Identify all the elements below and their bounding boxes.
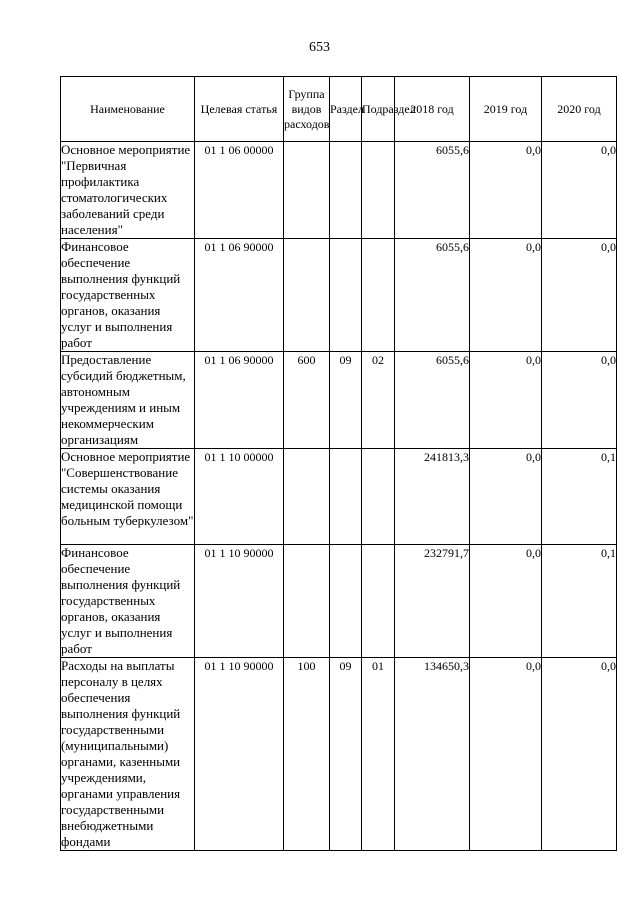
cell-2019: 0,0 <box>470 449 542 545</box>
cell-2020: 0,0 <box>542 352 617 449</box>
cell-2020: 0,1 <box>542 545 617 658</box>
cell-group <box>284 545 330 658</box>
table-row <box>61 352 617 449</box>
cell-subsection <box>362 239 395 352</box>
header-group: Группа видов расходов <box>284 77 330 142</box>
cell-2020: 0,0 <box>542 142 617 239</box>
cell-group: 600 <box>284 352 330 449</box>
cell-code: 01 1 10 00000 <box>195 449 284 545</box>
cell-subsection: 01 <box>362 658 395 851</box>
cell-name: Финансовое обеспечение выполнения функций государственных органов, оказания услуг и выполнения работ <box>61 239 195 352</box>
cell-2018: 241813,3 <box>395 449 470 545</box>
cell-2020: 0,0 <box>542 239 617 352</box>
header-subsection: Подраздел <box>362 77 395 142</box>
cell-2018: 232791,7 <box>395 545 470 658</box>
cell-section: 09 <box>330 658 362 851</box>
cell-section: 09 <box>330 352 362 449</box>
budget-table <box>60 76 617 851</box>
table-row <box>61 658 617 851</box>
cell-2019: 0,0 <box>470 142 542 239</box>
cell-group <box>284 449 330 545</box>
page-number: 653 <box>309 40 330 55</box>
cell-2018: 6055,6 <box>395 352 470 449</box>
cell-code: 01 1 10 90000 <box>195 658 284 851</box>
cell-group: 100 <box>284 658 330 851</box>
cell-name: Финансовое обеспечение выполнения функций государственных органов, оказания услуг и выполнения работ <box>61 545 195 658</box>
cell-2018: 6055,6 <box>395 239 470 352</box>
cell-subsection: 02 <box>362 352 395 449</box>
table-row <box>61 142 617 239</box>
cell-subsection <box>362 142 395 239</box>
cell-2019: 0,0 <box>470 352 542 449</box>
cell-subsection <box>362 449 395 545</box>
cell-code: 01 1 06 90000 <box>195 239 284 352</box>
cell-subsection <box>362 545 395 658</box>
cell-section <box>330 239 362 352</box>
header-2020: 2020 год <box>542 77 617 142</box>
header-2019: 2019 год <box>470 77 542 142</box>
header-target: Целевая статья <box>195 77 284 142</box>
table-row <box>61 449 617 545</box>
cell-2019: 0,0 <box>470 658 542 851</box>
header-section: Раздел <box>330 77 362 142</box>
table-row <box>61 239 617 352</box>
cell-name: Основное мероприятие "Первичная профилактика стоматологических заболеваний среди населения" <box>61 142 195 239</box>
header-name: Наименование <box>61 77 195 142</box>
cell-2019: 0,0 <box>470 239 542 352</box>
cell-section <box>330 449 362 545</box>
cell-2018: 6055,6 <box>395 142 470 239</box>
table-header-row <box>61 77 617 142</box>
cell-2019: 0,0 <box>470 545 542 658</box>
cell-section <box>330 545 362 658</box>
table-row <box>61 545 617 658</box>
cell-code: 01 1 06 90000 <box>195 352 284 449</box>
cell-name: Расходы на выплаты персоналу в целях обеспечения выполнения функций государственными (муниципальными) органами, казенными учреждениями, органами управления государственными внебюджетными фондами <box>61 658 195 851</box>
cell-name: Предоставление субсидий бюджетным, автономным учреждениям и иным некоммерческим организациям <box>61 352 195 449</box>
cell-2018: 134650,3 <box>395 658 470 851</box>
cell-2020: 0,0 <box>542 658 617 851</box>
header-2018: 2018 год <box>395 77 470 142</box>
cell-group <box>284 142 330 239</box>
cell-2020: 0,1 <box>542 449 617 545</box>
cell-code: 01 1 10 90000 <box>195 545 284 658</box>
cell-section <box>330 142 362 239</box>
cell-name: Основное мероприятие "Совершенствование системы оказания медицинской помощи больным туберкулезом" <box>61 449 195 545</box>
cell-code: 01 1 06 00000 <box>195 142 284 239</box>
cell-group <box>284 239 330 352</box>
